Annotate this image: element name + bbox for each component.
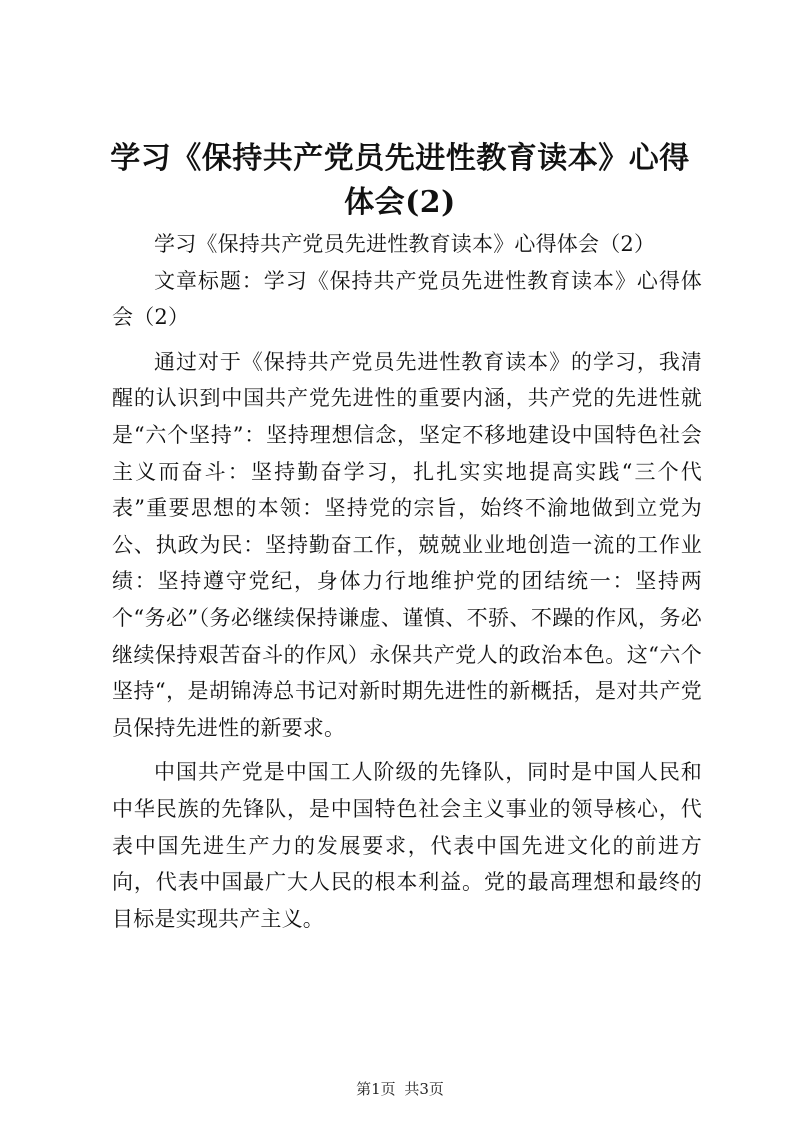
document-body (112, 226, 702, 937)
subtitle-paragraph: 学习《保持共产党员先进性教育读本》心得体会（2） (154, 232, 656, 256)
body-paragraph: 通过对于《保持共产党员先进性教育读本》的学习，我清醒的认识到中国共产党先进性的重要内涵，共产党的先进性就是“六个坚持”：坚持理想信念，坚定不移地建设中国特色社会主义而奋斗：坚持勤奋学习，扎扎实实地提高实践“三个代表”重要思想的本领：坚持党的宗旨，始终不渝地做到立党为公、执政为民：坚持勤奋工作，兢兢业业地创造一流的工作业绩：坚持遵守党纪，身体力行地维护党的团结统一：坚持两个“务必”（务必继续保持谦虚、谨慎、不骄、不躁的作风，务必继续保持艰苦奋斗的作风）永保共产党人的政治本色。这“六个坚持“，是胡锦涛总书记对新时期先进性的新概括，是对共产党员保持先进性的新要求。 (112, 349, 702, 740)
body-paragraph: 中国共产党是中国工人阶级的先锋队，同时是中国人民和中华民族的先锋队，是中国特色社会主义事业的领导核心，代表中国先进生产力的发展要求，代表中国先进文化的前进方向，代表中国最广大人民的根本利益。党的最高理想和最终的目标是实现共产主义。 (112, 760, 702, 931)
article-title-paragraph: 文章标题：学习《保持共产党员先进性教育读本》心得体会（2） (112, 268, 702, 330)
document-title: 学习《保持共产党员先进性教育读本》心得体会(2) (110, 141, 690, 220)
page-number-footer: 第1页 共3页 (356, 1080, 444, 1098)
